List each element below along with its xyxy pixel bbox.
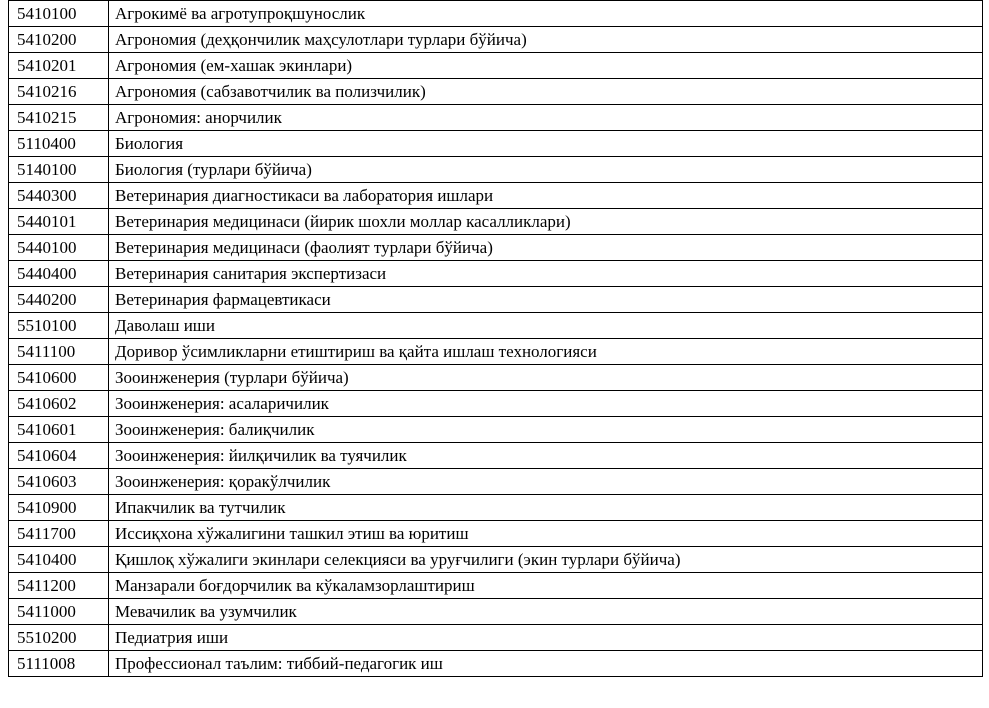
code-cell: 5410602 [9,391,109,417]
table-row [9,625,983,651]
name-cell: Зооинженерия: қоракўлчилик [109,469,983,495]
name-cell: Биология [109,131,983,157]
name-cell: Ветеринария диагностикаси ва лаборатория ишлари [109,183,983,209]
table-row [9,573,983,599]
table-body [9,0,983,677]
table-row [9,79,983,105]
table-row [9,53,983,79]
table-row [9,287,983,313]
name-cell: Даволаш иши [109,313,983,339]
name-cell: Зооинженерия (турлари бўйича) [109,365,983,391]
name-cell: Ветеринария медицинаси (фаолият турлари бўйича) [109,235,983,261]
name-cell: Агрономия: анорчилик [109,105,983,131]
name-cell: Биология (турлари бўйича) [109,157,983,183]
table-row [9,1,983,27]
table-row [9,547,983,573]
code-cell: 5440101 [9,209,109,235]
code-cell: 5440200 [9,287,109,313]
name-cell: Ипакчилик ва тутчилик [109,495,983,521]
table-row [9,469,983,495]
name-cell: Агрономия (сабзавотчилик ва полизчилик) [109,79,983,105]
code-cell: 5411700 [9,521,109,547]
code-cell: 5410215 [9,105,109,131]
name-cell: Манзарали боғдорчилик ва кўкаламзорлаштириш [109,573,983,599]
code-cell: 5411200 [9,573,109,599]
code-cell: 5510200 [9,625,109,651]
name-cell: Зооинженерия: асаларичилик [109,391,983,417]
code-cell: 5410400 [9,547,109,573]
name-cell: Доривор ўсимликларни етиштириш ва қайта ишлаш технологияси [109,339,983,365]
name-cell: Агрономия (ем-хашак экинлари) [109,53,983,79]
table-row [9,365,983,391]
table-row [9,391,983,417]
table-row [9,27,983,53]
name-cell: Агрокимё ва агротупроқшунослик [109,1,983,27]
table-row [9,339,983,365]
code-cell: 5411000 [9,599,109,625]
table-row [9,417,983,443]
code-cell: 5440100 [9,235,109,261]
code-cell: 5410216 [9,79,109,105]
table-row [9,261,983,287]
code-cell: 5140100 [9,157,109,183]
code-cell: 5410100 [9,1,109,27]
table-row [9,131,983,157]
table-row [9,157,983,183]
table-row [9,313,983,339]
code-cell: 5410900 [9,495,109,521]
table-row [9,495,983,521]
table-row [9,209,983,235]
code-cell: 5440400 [9,261,109,287]
table-row [9,599,983,625]
name-cell: Қишлоқ хўжалиги экинлари селекцияси ва уруғчилиги (экин турлари бўйича) [109,547,983,573]
name-cell: Педиатрия иши [109,625,983,651]
name-cell: Иссиқхона хўжалигини ташкил этиш ва юритиш [109,521,983,547]
code-cell: 5410200 [9,27,109,53]
specialty-codes-table [8,0,983,677]
code-cell: 5510100 [9,313,109,339]
name-cell: Ветеринария фармацевтикаси [109,287,983,313]
code-cell: 5411100 [9,339,109,365]
name-cell: Зооинженерия: йилқичилик ва туячилик [109,443,983,469]
code-cell: 5410600 [9,365,109,391]
table-row [9,651,983,677]
code-cell: 5410603 [9,469,109,495]
code-cell: 5111008 [9,651,109,677]
table-row [9,521,983,547]
code-cell: 5440300 [9,183,109,209]
table-row [9,105,983,131]
code-cell: 5410604 [9,443,109,469]
table-row [9,235,983,261]
code-cell: 5410601 [9,417,109,443]
name-cell: Ветеринария санитария экспертизаси [109,261,983,287]
name-cell: Профессионал таълим: тиббий-педагогик иш [109,651,983,677]
name-cell: Зооинженерия: балиқчилик [109,417,983,443]
name-cell: Мевачилик ва узумчилик [109,599,983,625]
name-cell: Агрономия (деҳқончилик маҳсулотлари турлари бўйича) [109,27,983,53]
table-row [9,183,983,209]
table-row [9,443,983,469]
document-page [8,0,983,677]
code-cell: 5410201 [9,53,109,79]
code-cell: 5110400 [9,131,109,157]
name-cell: Ветеринария медицинаси (йирик шохли моллар касалликлари) [109,209,983,235]
